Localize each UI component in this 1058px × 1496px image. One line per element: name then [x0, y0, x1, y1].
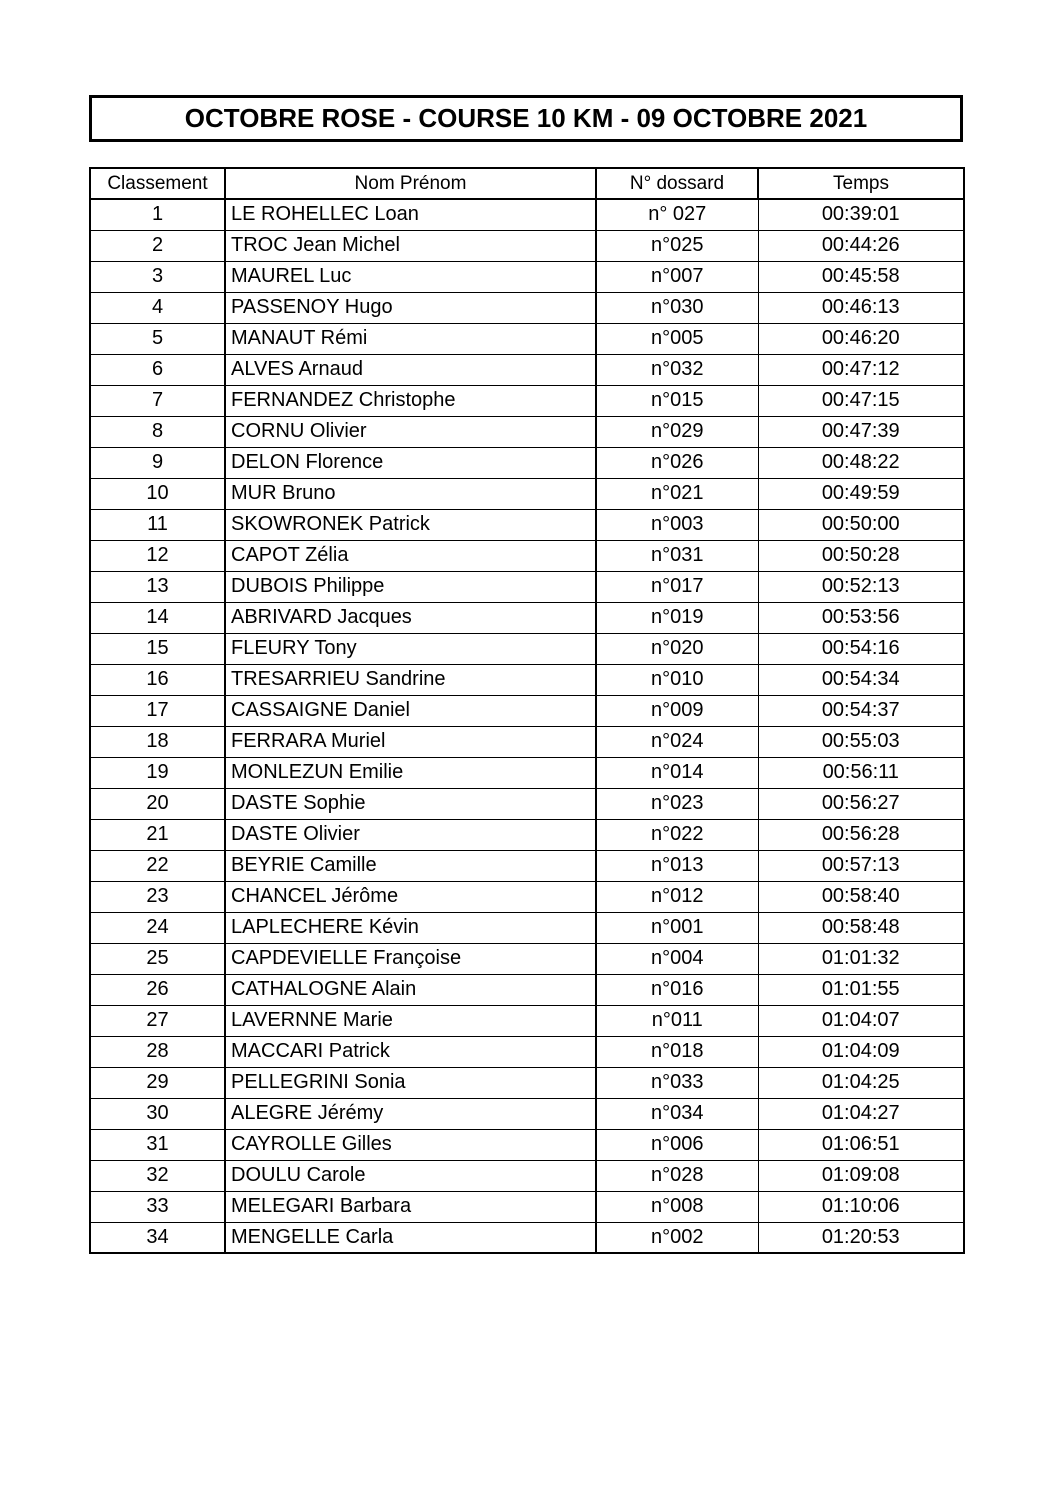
table-row: [90, 757, 964, 788]
table-row: [90, 881, 964, 912]
table-row: [90, 354, 964, 385]
bib-cell: n°010: [596, 664, 758, 695]
table-row: [90, 1098, 964, 1129]
name-cell: MENGELLE Carla: [225, 1222, 596, 1253]
name-cell: BEYRIE Camille: [225, 850, 596, 881]
time-cell: 00:47:39: [758, 416, 964, 447]
header-row: [90, 168, 964, 199]
time-cell: 00:49:59: [758, 478, 964, 509]
rank-cell: 11: [90, 509, 225, 540]
time-cell: 01:04:27: [758, 1098, 964, 1129]
rank-cell: 28: [90, 1036, 225, 1067]
name-cell: SKOWRONEK Patrick: [225, 509, 596, 540]
bib-cell: n°022: [596, 819, 758, 850]
time-cell: 00:54:34: [758, 664, 964, 695]
time-cell: 01:10:06: [758, 1191, 964, 1222]
name-cell: CAPDEVIELLE Françoise: [225, 943, 596, 974]
rank-cell: 24: [90, 912, 225, 943]
rank-cell: 32: [90, 1160, 225, 1191]
name-cell: DASTE Olivier: [225, 819, 596, 850]
rank-cell: 15: [90, 633, 225, 664]
name-cell: MAUREL Luc: [225, 261, 596, 292]
bib-cell: n°013: [596, 850, 758, 881]
time-cell: 00:39:01: [758, 199, 964, 230]
table-row: [90, 478, 964, 509]
rank-cell: 16: [90, 664, 225, 695]
time-cell: 01:04:25: [758, 1067, 964, 1098]
time-cell: 00:55:03: [758, 726, 964, 757]
title-box: [89, 95, 963, 142]
time-cell: 01:20:53: [758, 1222, 964, 1253]
page-title: OCTOBRE ROSE - COURSE 10 KM - 09 OCTOBRE 2021: [184, 103, 868, 133]
rank-cell: 4: [90, 292, 225, 323]
table-row: [90, 788, 964, 819]
name-cell: ALEGRE Jérémy: [225, 1098, 596, 1129]
header-name: Nom Prénom: [225, 168, 596, 199]
name-cell: PASSENOY Hugo: [225, 292, 596, 323]
rank-cell: 30: [90, 1098, 225, 1129]
time-cell: 00:44:26: [758, 230, 964, 261]
rank-cell: 22: [90, 850, 225, 881]
table-row: [90, 199, 964, 230]
time-cell: 00:47:12: [758, 354, 964, 385]
results-body: [90, 199, 964, 1253]
header-rank: Classement: [90, 168, 225, 199]
bib-cell: n°029: [596, 416, 758, 447]
header-bib: N° dossard: [596, 168, 758, 199]
table-row: [90, 571, 964, 602]
name-cell: LAPLECHERE Kévin: [225, 912, 596, 943]
name-cell: CATHALOGNE Alain: [225, 974, 596, 1005]
bib-cell: n°009: [596, 695, 758, 726]
time-cell: 01:04:09: [758, 1036, 964, 1067]
time-cell: 00:58:40: [758, 881, 964, 912]
rank-cell: 13: [90, 571, 225, 602]
rank-cell: 18: [90, 726, 225, 757]
name-cell: TRESARRIEU Sandrine: [225, 664, 596, 695]
bib-cell: n°012: [596, 881, 758, 912]
table-row: [90, 540, 964, 571]
bib-cell: n°014: [596, 757, 758, 788]
time-cell: 01:04:07: [758, 1005, 964, 1036]
time-cell: 00:48:22: [758, 447, 964, 478]
table-row: [90, 912, 964, 943]
bib-cell: n°034: [596, 1098, 758, 1129]
table-row: [90, 1222, 964, 1253]
bib-cell: n°004: [596, 943, 758, 974]
rank-cell: 20: [90, 788, 225, 819]
rank-cell: 33: [90, 1191, 225, 1222]
name-cell: LAVERNNE Marie: [225, 1005, 596, 1036]
rank-cell: 14: [90, 602, 225, 633]
time-cell: 01:09:08: [758, 1160, 964, 1191]
rank-cell: 17: [90, 695, 225, 726]
rank-cell: 26: [90, 974, 225, 1005]
bib-cell: n°015: [596, 385, 758, 416]
time-cell: 00:53:56: [758, 602, 964, 633]
time-cell: 00:47:15: [758, 385, 964, 416]
time-cell: 00:54:37: [758, 695, 964, 726]
table-row: [90, 447, 964, 478]
table-row: [90, 726, 964, 757]
table-row: [90, 1160, 964, 1191]
table-row: [90, 1005, 964, 1036]
name-cell: PELLEGRINI Sonia: [225, 1067, 596, 1098]
name-cell: CAPOT Zélia: [225, 540, 596, 571]
name-cell: MELEGARI Barbara: [225, 1191, 596, 1222]
bib-cell: n°024: [596, 726, 758, 757]
table-row: [90, 633, 964, 664]
rank-cell: 25: [90, 943, 225, 974]
rank-cell: 5: [90, 323, 225, 354]
table-row: [90, 323, 964, 354]
table-row: [90, 602, 964, 633]
table-row: [90, 974, 964, 1005]
name-cell: CASSAIGNE Daniel: [225, 695, 596, 726]
time-cell: 00:46:13: [758, 292, 964, 323]
bib-cell: n°007: [596, 261, 758, 292]
time-cell: 00:50:28: [758, 540, 964, 571]
name-cell: MONLEZUN Emilie: [225, 757, 596, 788]
table-row: [90, 385, 964, 416]
bib-cell: n°032: [596, 354, 758, 385]
rank-cell: 9: [90, 447, 225, 478]
time-cell: 00:57:13: [758, 850, 964, 881]
bib-cell: n°026: [596, 447, 758, 478]
table-row: [90, 1036, 964, 1067]
rank-cell: 21: [90, 819, 225, 850]
time-cell: 01:01:55: [758, 974, 964, 1005]
name-cell: DELON Florence: [225, 447, 596, 478]
name-cell: ALVES Arnaud: [225, 354, 596, 385]
time-cell: 00:52:13: [758, 571, 964, 602]
table-row: [90, 1191, 964, 1222]
bib-cell: n°025: [596, 230, 758, 261]
name-cell: CAYROLLE Gilles: [225, 1129, 596, 1160]
rank-cell: 23: [90, 881, 225, 912]
rank-cell: 29: [90, 1067, 225, 1098]
bib-cell: n°030: [596, 292, 758, 323]
bib-cell: n°017: [596, 571, 758, 602]
bib-cell: n°011: [596, 1005, 758, 1036]
bib-cell: n°002: [596, 1222, 758, 1253]
rank-cell: 6: [90, 354, 225, 385]
name-cell: MUR Bruno: [225, 478, 596, 509]
time-cell: 01:06:51: [758, 1129, 964, 1160]
bib-cell: n°006: [596, 1129, 758, 1160]
bib-cell: n°003: [596, 509, 758, 540]
time-cell: 00:45:58: [758, 261, 964, 292]
bib-cell: n° 027: [596, 199, 758, 230]
name-cell: DOULU Carole: [225, 1160, 596, 1191]
header-time: Temps: [758, 168, 964, 199]
name-cell: FLEURY Tony: [225, 633, 596, 664]
rank-cell: 8: [90, 416, 225, 447]
bib-cell: n°001: [596, 912, 758, 943]
rank-cell: 1: [90, 199, 225, 230]
time-cell: 01:01:32: [758, 943, 964, 974]
time-cell: 00:58:48: [758, 912, 964, 943]
rank-cell: 10: [90, 478, 225, 509]
name-cell: FERRARA Muriel: [225, 726, 596, 757]
time-cell: 00:56:27: [758, 788, 964, 819]
table-row: [90, 664, 964, 695]
bib-cell: n°021: [596, 478, 758, 509]
time-cell: 00:56:28: [758, 819, 964, 850]
name-cell: DASTE Sophie: [225, 788, 596, 819]
table-row: [90, 695, 964, 726]
name-cell: LE ROHELLEC Loan: [225, 199, 596, 230]
rank-cell: 27: [90, 1005, 225, 1036]
bib-cell: n°020: [596, 633, 758, 664]
table-row: [90, 509, 964, 540]
table-row: [90, 943, 964, 974]
bib-cell: n°005: [596, 323, 758, 354]
name-cell: FERNANDEZ Christophe: [225, 385, 596, 416]
rank-cell: 19: [90, 757, 225, 788]
name-cell: ABRIVARD Jacques: [225, 602, 596, 633]
rank-cell: 2: [90, 230, 225, 261]
time-cell: 00:46:20: [758, 323, 964, 354]
time-cell: 00:54:16: [758, 633, 964, 664]
bib-cell: n°031: [596, 540, 758, 571]
bib-cell: n°019: [596, 602, 758, 633]
table-row: [90, 1129, 964, 1160]
rank-cell: 3: [90, 261, 225, 292]
table-row: [90, 261, 964, 292]
rank-cell: 7: [90, 385, 225, 416]
bib-cell: n°008: [596, 1191, 758, 1222]
bib-cell: n°028: [596, 1160, 758, 1191]
bib-cell: n°018: [596, 1036, 758, 1067]
time-cell: 00:50:00: [758, 509, 964, 540]
rank-cell: 34: [90, 1222, 225, 1253]
name-cell: TROC Jean Michel: [225, 230, 596, 261]
table-row: [90, 850, 964, 881]
table-row: [90, 1067, 964, 1098]
table-row: [90, 230, 964, 261]
results-table: [89, 167, 965, 1254]
bib-cell: n°016: [596, 974, 758, 1005]
time-cell: 00:56:11: [758, 757, 964, 788]
table-row: [90, 292, 964, 323]
name-cell: MACCARI Patrick: [225, 1036, 596, 1067]
bib-cell: n°023: [596, 788, 758, 819]
bib-cell: n°033: [596, 1067, 758, 1098]
name-cell: CHANCEL Jérôme: [225, 881, 596, 912]
rank-cell: 12: [90, 540, 225, 571]
name-cell: MANAUT Rémi: [225, 323, 596, 354]
table-row: [90, 416, 964, 447]
name-cell: DUBOIS Philippe: [225, 571, 596, 602]
rank-cell: 31: [90, 1129, 225, 1160]
name-cell: CORNU Olivier: [225, 416, 596, 447]
table-row: [90, 819, 964, 850]
